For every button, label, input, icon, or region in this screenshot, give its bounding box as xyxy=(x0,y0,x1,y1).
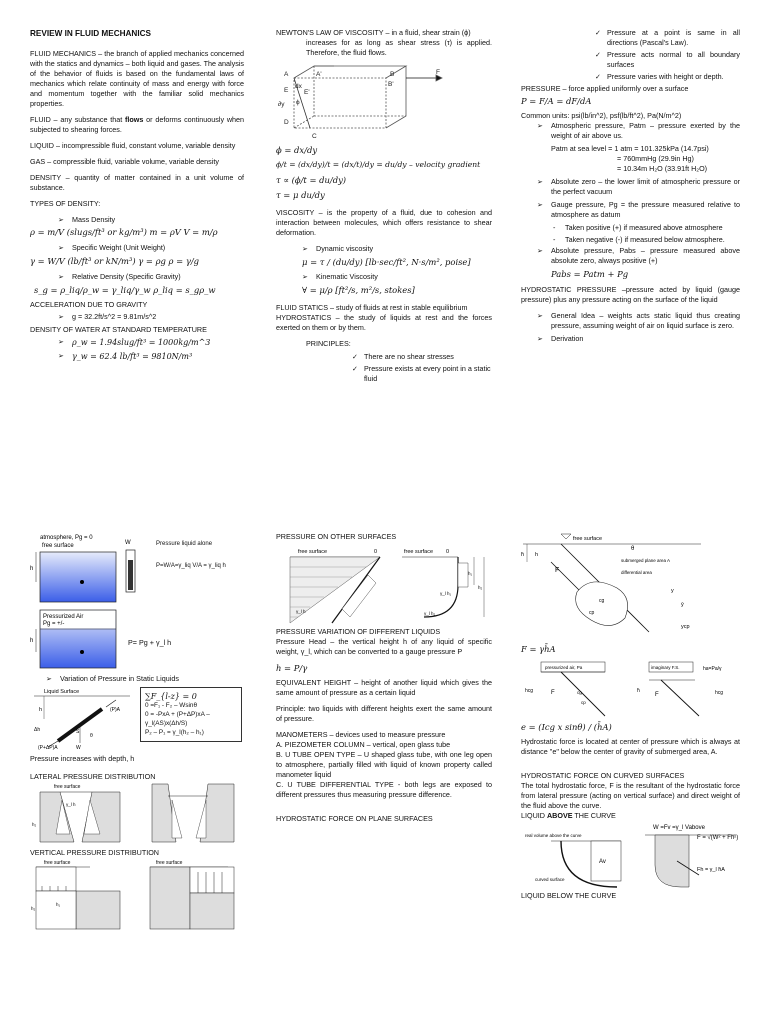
svg-text:ȳ: ȳ xyxy=(681,602,684,608)
fluid-mechanics-def: FLUID MECHANICS – the branch of applied mechanics concerned with the statics and dynamics – both liquid and gases. The analysis of the behavior of fluids is based on the fundamental laws of mechanics which relate continuity of mass and energy with force and momentum together with the familiar solid mechanics properties. xyxy=(30,49,244,108)
hydrostatics-def: HYDROSTATICS – the study of liquids at rest and the forces exerted on them or by them. xyxy=(276,312,492,332)
eq-tau-prop: τ ∝ (ϕ/t = du/dy) xyxy=(276,174,347,185)
water-density-heading: DENSITY OF WATER AT STANDARD TEMPERATURE xyxy=(30,324,207,334)
hydrostatic-pressure-def: HYDROSTATIC PRESSURE –pressure acted by liquid (gauge pressure) plus any pressure acting on the surface of the liquid xyxy=(521,284,740,304)
types-heading: TYPES OF DENSITY: xyxy=(30,198,101,208)
svg-text:free surface: free surface xyxy=(298,548,328,555)
dynamic-viscosity-item: ➢ Dynamic viscosity xyxy=(302,243,374,253)
svg-text:h₂: h₂ xyxy=(478,584,483,590)
bottom-column-2 xyxy=(276,532,492,824)
fig-label-B2: B' xyxy=(388,80,394,88)
svg-text:cp: cp xyxy=(589,610,595,616)
svg-text:differential area: differential area xyxy=(621,570,652,575)
svg-text:h̄: h̄ xyxy=(521,552,525,558)
sea-level-2: = 760mmHg (29.9in Hg) xyxy=(617,153,694,163)
column-2 xyxy=(276,28,492,386)
pressure-eq: P = F/A = dF/dA xyxy=(521,95,592,106)
pressure-increase-note: Pressure increases with depth, h xyxy=(30,753,135,763)
bottom-column-3 xyxy=(521,532,740,901)
svg-text:h: h xyxy=(535,552,539,558)
principle-3: ✓ Pressure at a point is same in all directions (Pascal's Law). xyxy=(595,28,740,47)
eq-phi-t: ϕ/t = (dx/dy)/t = (dx/t)/dy = du/dy – velocity gradient xyxy=(276,160,481,170)
accel-heading: ACCELERATION DUE TO GRAVITY xyxy=(30,300,148,310)
absolute-pressure-item: ➢ Absolute pressure, Pabs – pressure measured above absolute zero, always positive (+) xyxy=(537,246,740,266)
svg-text:0: 0 xyxy=(446,548,450,555)
plane-surfaces-heading: HYDROSTATIC FORCE ON PLANE SURFACES xyxy=(276,813,433,823)
free-surface-label: free surface xyxy=(42,543,74,549)
principle-4: ✓ Pressure acts normal to all boundary surfaces xyxy=(595,49,740,69)
svg-text:ycp: ycp xyxy=(681,624,690,630)
manometers-def: MANOMETERS – devices used to measure pressure xyxy=(276,730,446,740)
svg-text:θ: θ xyxy=(90,732,93,739)
pressurized-tank-diagram xyxy=(30,608,120,670)
svg-text:pressurized air, Pa: pressurized air, Pa xyxy=(545,664,583,670)
svg-text:free surface: free surface xyxy=(44,859,71,866)
svg-text:cg: cg xyxy=(577,689,582,695)
gauge-negative: - Taken negative (-) if measured below atmosphere. xyxy=(553,234,725,244)
svg-text:h: h xyxy=(39,706,43,713)
curved-wall-diagram xyxy=(400,545,490,625)
mass-density-eq: ρ = m/V (slugs/ft³ or kg/m³) m = ρV V = m/ρ xyxy=(30,227,218,238)
common-units: Common units: psi(lb/in^2), psf(lb/ft^2), Pa(N/m^2) xyxy=(521,111,682,121)
variation-item: ➢ Variation of Pressure in Static Liquids xyxy=(46,674,179,683)
pressure-def: PRESSURE – force applied uniformly over a surface xyxy=(521,83,689,93)
svg-text:free surface: free surface xyxy=(54,783,81,790)
fig-label-C: C xyxy=(312,132,317,140)
column-1 xyxy=(30,28,244,365)
curved-surface-diagram xyxy=(521,821,740,891)
rho-water: ➢ ρ_w = 1.94slug/ft³ = 1000kg/m^3 xyxy=(58,336,211,347)
fig-label-phi: ϕ xyxy=(296,98,300,106)
density-def: DENSITY – quantity of matter contained in a unit volume of substance. xyxy=(30,172,244,192)
svg-text:(P)A: (P)A xyxy=(110,706,120,713)
bottom-column-1 xyxy=(30,532,244,932)
gas-def: GAS – compressible fluid, variable volume, variable density xyxy=(30,156,219,166)
svg-text:h₁: h₁ xyxy=(56,901,61,907)
svg-text:W: W xyxy=(125,540,131,546)
svg-text:h: h xyxy=(30,566,34,572)
shear-block-diagram xyxy=(276,64,446,142)
plane-force-eq: F = γh̄A xyxy=(521,644,556,654)
vertical-heading: VERTICAL PRESSURE DISTRIBUTION xyxy=(30,847,159,857)
svg-text:γ_l h₂: γ_l h₂ xyxy=(424,610,436,616)
svg-text:free surface: free surface xyxy=(404,548,434,555)
svg-text:F: F xyxy=(551,689,555,696)
viscosity-def: VISCOSITY – is the property of a fluid, due to cohesion and interaction between molecules, which offers resistance to shear deformation. xyxy=(276,208,492,237)
gamma-water: ➢ γ_w = 62.4 lb/ft³ = 9810N/m³ xyxy=(58,350,193,361)
u-tube-open-def: B. U TUBE OPEN TYPE – U shaped glass tube, with one leg open to atmosphere, partially filled with liquid of known property called manometer liquid xyxy=(276,749,492,779)
vertical-distribution-left xyxy=(30,858,130,932)
gauge-pressure-item: ➢ Gauge pressure, Pg = the pressure measured relative to atmosphere as datum xyxy=(537,199,740,219)
svg-text:imaginary F.S.: imaginary F.S. xyxy=(651,664,680,670)
svg-text:h: h xyxy=(30,638,34,644)
pressure-alone-eq: P=W/A=γ_liq V/A = γ_liq h xyxy=(156,563,226,570)
svg-text:F = √(W² + Fh²): F = √(W² + Fh²) xyxy=(697,834,739,841)
lateral-distribution-left xyxy=(30,782,130,846)
svg-text:W =Fv =γ_l Vabove: W =Fv =γ_l Vabove xyxy=(653,824,705,831)
svg-text:0: 0 xyxy=(374,548,378,555)
u-tube-diff-def: C. U TUBE DIFFERENTIAL TYPE - both legs are exposed to different pressures thus measuring pressure difference. xyxy=(276,779,492,799)
piezometer-def: A. PIEZOMETER COLUMN – vertical, open glass tube xyxy=(276,740,451,750)
svg-text:curved surface: curved surface xyxy=(535,876,565,882)
fluid-def: FLUID – any substance that flows or deforms continuously when subjected to shearing forces. xyxy=(30,114,245,134)
svg-text:Pressurized Air: Pressurized Air xyxy=(43,614,84,620)
svg-text:h₂: h₂ xyxy=(31,905,36,911)
lateral-heading: LATERAL PRESSURE DISTRIBUTION xyxy=(30,771,156,781)
relative-density-eq: s_g = ρ_liq/ρ_w = γ_liq/γ_w ρ_liq = s_gρ_w xyxy=(34,284,216,295)
svg-text:real volume above the curve: real volume above the curve xyxy=(525,832,582,838)
inclined-wall-diagram xyxy=(276,545,388,625)
svg-text:ha=Pa/γ: ha=Pa/γ xyxy=(703,665,722,672)
specific-weight-eq: γ = W/V (lb/ft³ or kN/m³) γ = ρg ρ = γ/g xyxy=(30,255,200,266)
svg-text:h̄: h̄ xyxy=(637,687,640,694)
g-value: ➢ g = 32.2ft/s^2 = 9.81m/s^2 xyxy=(58,312,157,322)
principle-1: ✓ There are no shear stresses xyxy=(352,351,454,361)
sea-level-3: = 10.34m H₂O (33.91ft H₂O) xyxy=(617,163,708,173)
dynamic-viscosity-eq: μ = τ / (du/dy) [lb·sec/ft², N·s/m², poise] xyxy=(302,256,471,267)
fig-label-F: F xyxy=(436,68,440,76)
other-surfaces-heading: PRESSURE ON OTHER SURFACES xyxy=(276,532,397,541)
principle-2: ✓ Pressure exists at every point in a static fluid xyxy=(352,363,491,383)
svg-text:h₂: h₂ xyxy=(32,821,37,827)
imaginary-surface-diagram xyxy=(635,660,739,720)
curved-surfaces-heading: HYDROSTATIC FORCE ON CURVED SURFACES xyxy=(521,771,685,781)
svg-text:S: S xyxy=(76,728,80,735)
svg-text:free surface: free surface xyxy=(156,859,183,866)
svg-text:F: F xyxy=(555,567,560,574)
fig-label-B: B xyxy=(390,70,395,78)
svg-text:cp: cp xyxy=(581,699,586,705)
svg-text:Liquid Surface: Liquid Surface xyxy=(44,688,80,695)
absolute-pressure-eq: Pabs = Patm + Pg xyxy=(551,269,629,280)
fig-label-E2: E' xyxy=(304,88,310,96)
atm-label: atmosphere, Pg = 0 xyxy=(40,535,93,541)
newton-law-line2: increases for as long as shear stress (τ) is applied. Therefore, the fluid flows. xyxy=(306,37,492,57)
eq-tau: τ = μ du/dy xyxy=(276,190,325,201)
svg-text:θ: θ xyxy=(631,546,635,552)
center-pressure-note: Hydrostatic force is located at center of pressure which is always at distance "e" below the center of gravity of submerged area, A. xyxy=(521,737,740,757)
liquid-def: LIQUID – incompressible fluid, constant volume, variable density xyxy=(30,140,236,150)
fig-label-A2: A' xyxy=(316,70,322,78)
gauge-positive: - Taken positive (+) if measured above atmosphere xyxy=(553,222,723,232)
inclined-element-diagram xyxy=(30,687,140,751)
liquid-below-heading: LIQUID BELOW THE CURVE xyxy=(521,890,617,900)
atm-pressure-item: ➢ Atmospheric pressure, Patm – pressure exerted by the weight of air above us. xyxy=(537,121,740,141)
derivation-item: ➢ Derivation xyxy=(537,333,584,343)
equivalent-height-def: EQUIVALENT HEIGHT – height of another liquid which gives the same amount of pressure as a certain liquid xyxy=(276,678,492,698)
fig-label-dx: dx xyxy=(295,82,302,90)
head-eq: h = P/γ xyxy=(276,662,308,673)
svg-text:γ_l h: γ_l h xyxy=(296,608,306,614)
column-3 xyxy=(521,28,740,347)
svg-text:F: F xyxy=(655,691,659,698)
equilibrium-box: ∑F_{l-z} = 0 0 =F₁ - F₂ – Wsinθ 0 = -PxA + (P+ΔP)xA – γ_l(AS)x(Δh/S) P₂ – P₁ = γ_l(h₂ – h₁) xyxy=(140,687,242,742)
svg-text:free surface: free surface xyxy=(573,536,603,542)
svg-text:h₁: h₁ xyxy=(468,570,473,576)
svg-text:W: W xyxy=(76,744,81,751)
fig-label-dy: ∂y xyxy=(278,100,285,108)
vertical-distribution-right xyxy=(148,858,238,932)
fluid-statics-def: FLUID STATICS – study of fluids at rest in stable equilibrium xyxy=(276,302,468,312)
principles-heading: PRINCIPLES: xyxy=(306,338,351,348)
general-idea-item: ➢ General Idea – weights acts static liquid thus creating pressure, assuming weight of air on liquid surface is zero. xyxy=(537,310,740,330)
svg-text:submerged plane area A: submerged plane area A xyxy=(621,558,671,563)
plane-surface-diagram xyxy=(521,532,740,642)
kinematic-viscosity-item: ➢ Kinematic Viscosity xyxy=(302,272,378,282)
fig-label-D: D xyxy=(284,118,289,126)
specific-weight-item: ➢ Specific Weight (Unit Weight) xyxy=(58,243,166,253)
sea-level-1: Patm at sea level = 1 atm = 101.325kPa (14.7psi) xyxy=(551,144,709,154)
svg-text:Δh: Δh xyxy=(34,726,41,733)
pressurized-plane-diagram xyxy=(521,660,625,720)
principle-5: ✓ Pressure varies with height or depth. xyxy=(595,71,724,81)
variation-heading: PRESSURE VARIATION OF DIFFERENT LIQUIDS xyxy=(276,626,441,636)
eccentricity-eq: e = (Icg x sinθ) / (h̄A) xyxy=(521,721,612,732)
lateral-distribution-right xyxy=(148,782,238,846)
svg-text:γ_l h₁: γ_l h₁ xyxy=(440,590,452,596)
absolute-zero-item: ➢ Absolute zero – the lower limit of atmospheric pressure or the perfect vacuum xyxy=(537,176,740,196)
open-tank-diagram xyxy=(30,532,152,604)
kinematic-viscosity-eq: ∀ = μ/ρ [ft²/s, m²/s, stokes] xyxy=(302,285,415,296)
svg-text:hcg: hcg xyxy=(715,689,724,696)
newton-law-line1: NEWTON'S LAW OF VISCOSITY – in a fluid, shear strain (ϕ) xyxy=(276,28,471,37)
pressure-liquid-alone: Pressure liquid alone xyxy=(156,541,213,547)
svg-text:y: y xyxy=(671,588,674,594)
svg-text:Av: Av xyxy=(599,858,606,865)
total-force-def: The total hydrostatic force, F is the resultant of the hydrostatic force from lateral pressure (acting on vertical surface) and direct weight of the fluid above the curve. xyxy=(521,781,740,810)
svg-text:Pg = +/-: Pg = +/- xyxy=(43,621,65,627)
eq-phi: ϕ = dx/dy xyxy=(276,144,318,155)
pressure-head-def: Pressure Head – the vertical height h of any liquid of specific weight, γ_l, which can be converted to a gauge pressure P xyxy=(276,636,492,656)
pg-eq: P= Pg + γ_l h xyxy=(128,638,172,647)
liquid-above-heading: LIQUID ABOVE THE CURVE xyxy=(521,810,616,820)
mass-density-item: ➢ Mass Density xyxy=(58,214,116,224)
svg-text:cg: cg xyxy=(599,598,605,604)
svg-text:hcg: hcg xyxy=(525,687,534,694)
svg-text:γ_l h: γ_l h xyxy=(66,801,76,807)
relative-density-item: ➢ Relative Density (Specific Gravity) xyxy=(58,271,181,281)
svg-text:(P+ΔP)A: (P+ΔP)A xyxy=(38,744,58,751)
fig-label-A: A xyxy=(284,70,289,78)
fig-label-E: E xyxy=(284,86,289,94)
doc-title: REVIEW IN FLUID MECHANICS xyxy=(30,29,151,38)
svg-text:Fh = γ_l h̄A: Fh = γ_l h̄A xyxy=(697,866,725,873)
principle-two-liquids: Principle: two liquids with different heights exert the same amount of pressure. xyxy=(276,704,492,724)
